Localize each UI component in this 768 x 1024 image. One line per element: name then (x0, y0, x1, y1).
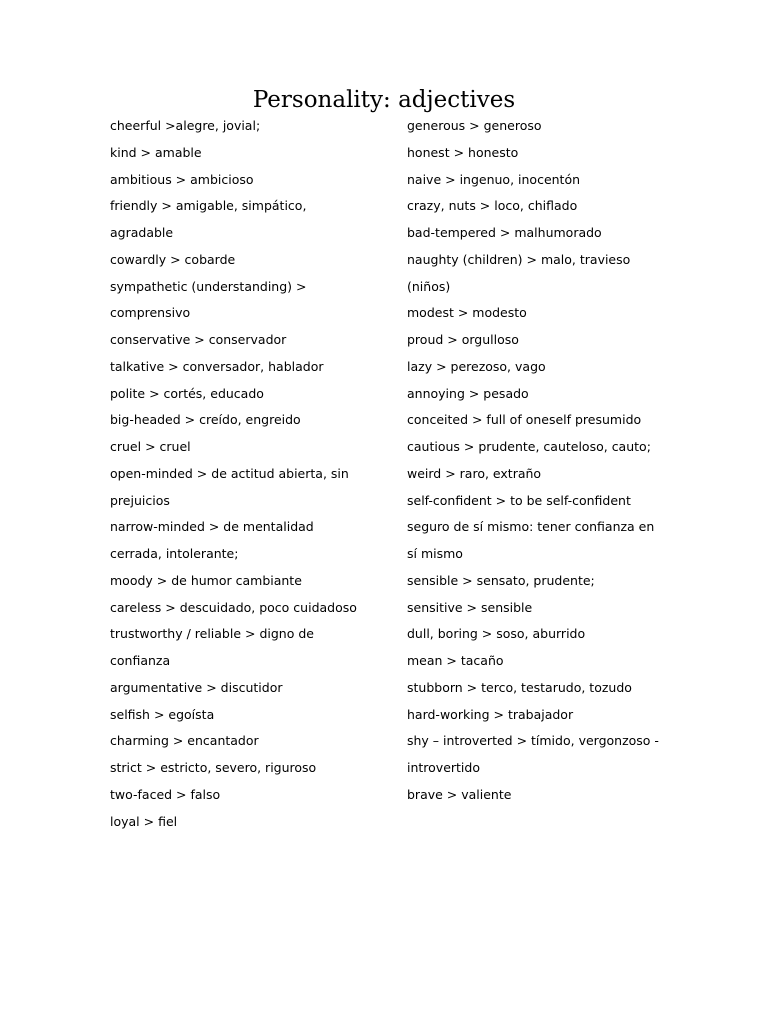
vocab-line: talkative > conversador, hablador (110, 358, 324, 374)
vocab-line: lazy > perezoso, vago (407, 358, 546, 374)
vocab-line: crazy, nuts > loco, chiflado (407, 198, 578, 214)
vocab-line: kind > amable (110, 144, 202, 160)
vocab-line: mean > tacaño (407, 653, 504, 668)
vocab-line: shy – introverted > tímido, vergonzoso - (407, 733, 659, 749)
vocab-line: naughty (children) > malo, travieso (407, 251, 631, 267)
vocab-line: narrow-minded > de mentalidad (110, 519, 314, 535)
vocab-line: open-minded > de actitud abierta, sin (110, 465, 349, 481)
vocab-line: comprensivo (110, 305, 191, 321)
vocab-line: big-headed > creído, engreido (110, 412, 301, 428)
vocab-line: loyal > fiel (110, 813, 178, 829)
vocab-line: cautious > prudente, cauteloso, cauto; (407, 439, 651, 454)
vocab-line: careless > descuidado, poco cuidadoso (110, 599, 357, 615)
vocab-line: introvertido (407, 760, 480, 775)
vocab-line: ambitious > ambicioso (110, 171, 254, 187)
vocab-line: two-faced > falso (110, 786, 221, 802)
vocab-line: selfish > egoísta (110, 706, 215, 722)
vocab-line: generous > generoso (407, 118, 542, 133)
vocab-line: conceited > full of oneself presumido (407, 412, 642, 428)
vocab-line: (niños) (407, 278, 451, 294)
vocab-line: polite > cortés, educado (110, 385, 264, 401)
vocab-line: annoying > pesado (407, 385, 529, 401)
vocab-line: sensitive > sensible (407, 599, 533, 615)
vocab-line: sí mismo (407, 546, 463, 561)
vocab-line: cerrada, intolerante; (110, 546, 239, 561)
left-column (110, 113, 390, 835)
vocab-line: cheerful >alegre, jovial; (110, 118, 261, 133)
vocab-line: confianza (110, 653, 171, 668)
vocab-line: dull, boring > soso, aburrido (407, 626, 586, 642)
vocab-line: hard-working > trabajador (407, 706, 574, 722)
vocab-line: cowardly > cobarde (110, 251, 236, 267)
vocab-line: cruel > cruel (110, 439, 191, 454)
vocab-line: modest > modesto (407, 305, 527, 321)
vocab-line: bad-tempered > malhumorado (407, 225, 602, 240)
vocab-line: charming > encantador (110, 733, 259, 749)
vocab-line: sympathetic (understanding) > (110, 278, 307, 294)
vocab-line: naive > ingenuo, inocentón (407, 171, 581, 187)
vocab-line: weird > raro, extraño (407, 465, 542, 481)
page-title: Personality: adjectives (252, 87, 516, 113)
vocab-line: agradable (110, 225, 174, 240)
vocab-line: moody > de humor cambiante (110, 572, 302, 588)
vocab-line: strict > estricto, severo, riguroso (110, 760, 317, 775)
vocab-line: trustworthy / reliable > digno de (110, 626, 314, 642)
vocab-line: seguro de sí mismo: tener confianza en (407, 519, 655, 535)
vocab-line: conservative > conservador (110, 332, 287, 347)
vocab-line: prejuicios (110, 492, 170, 508)
vocab-line: friendly > amigable, simpático, (110, 198, 307, 214)
vocab-line: self-confident > to be self-confident (407, 492, 631, 508)
vocab-line: brave > valiente (407, 786, 512, 802)
vocab-line: proud > orgulloso (407, 332, 519, 347)
vocab-line: honest > honesto (407, 144, 519, 160)
vocab-line: argumentative > discutidor (110, 679, 283, 695)
right-column (407, 113, 707, 809)
vocab-line: stubborn > terco, testarudo, tozudo (407, 679, 632, 695)
vocab-line: sensible > sensato, prudente; (407, 572, 595, 588)
